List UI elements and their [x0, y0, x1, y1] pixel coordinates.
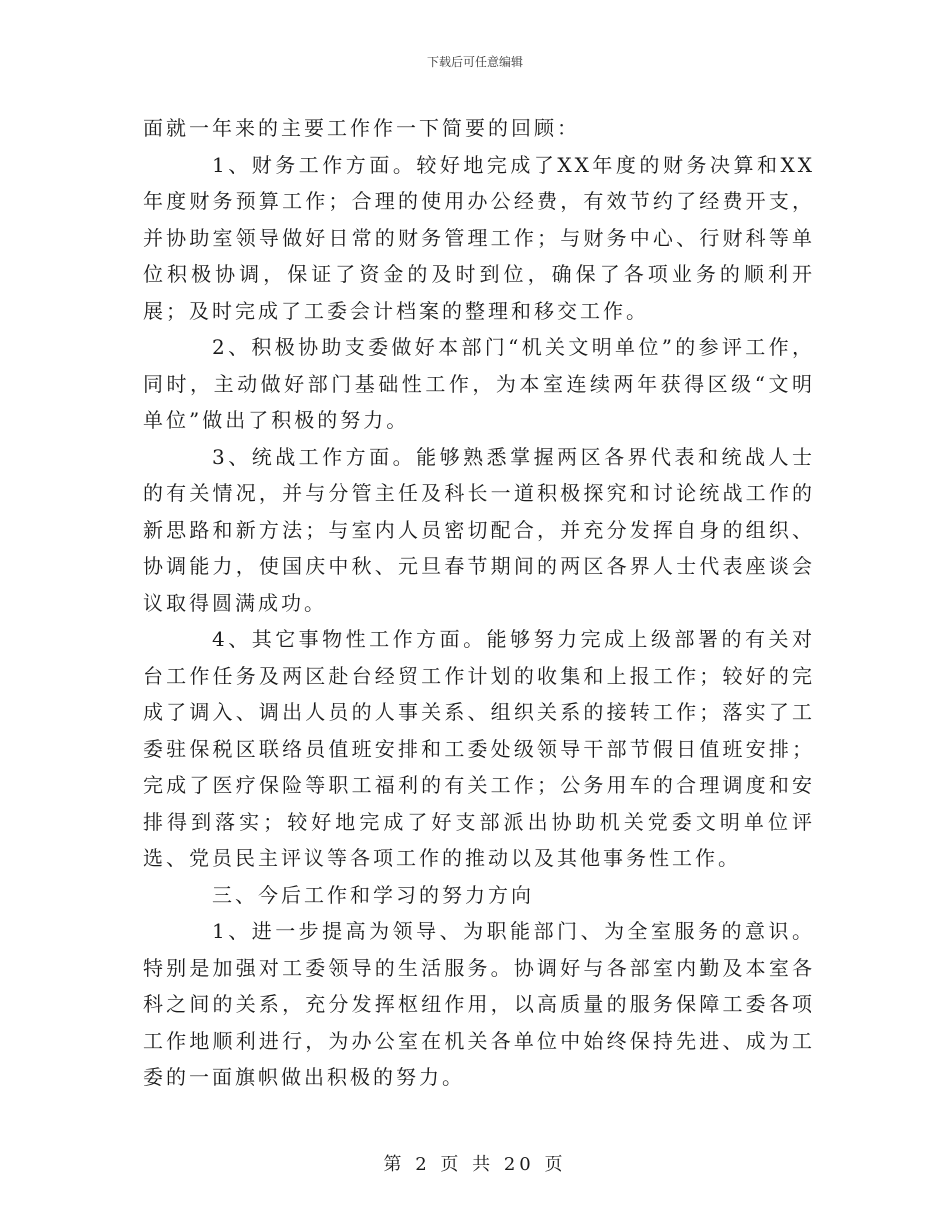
paragraph-intro-continuation: 面就一年来的主要工作作一下简要的回顾：: [143, 116, 580, 140]
document-body: [143, 110, 815, 1096]
paragraph-finance-work: 1、财务工作方面。较好地完成了XX年度的财务决算和XX年度财务预算工作；合理的使用办公经费，有效节约了经费开支，并协助室领导做好日常的财务管理工作；与财务中心、行财科等单位积极协调，保证了资金的及时到位，确保了各项业务的顺利开展；及时完成了工委会计档案的整理和移交工作。: [143, 152, 815, 323]
paragraph-united-front: 3、统战工作方面。能够熟悉掌握两区各界代表和统战人士的有关情况，并与分管主任及科长一道积极探究和讨论统战工作的新思路和新方法；与室内人员密切配合，并充分发挥自身的组织、协调能力，使国庆中秋、元旦春节期间的两区各界人士代表座谈会议取得圆满成功。: [143, 444, 815, 615]
page-number-footer: 第 2 页 共 20 页: [383, 1154, 567, 1175]
paragraph-service-awareness: 1、进一步提高为领导、为职能部门、为全室服务的意识。特别是加强对工委领导的生活服务。协调好与各部室内勤及本室各科之间的关系，充分发挥枢纽作用，以高质量的服务保障工委各项工作地顺利进行，为办公室在机关各单位中始终保持先进、成为工委的一面旗帜做出积极的努力。: [143, 919, 815, 1089]
page-header: 下载后可任意编辑: [426, 55, 523, 69]
paragraph-civilized-unit: 2、积极协助支委做好本部门“机关文明单位”的参评工作，同时，主动做好部门基础性工作，为本室连续两年获得区级“文明单位”做出了积极的努力。: [143, 335, 815, 432]
paragraph-other-affairs: 4、其它事物性工作方面。能够努力完成上级部署的有关对台工作任务及两区赴台经贸工作计划的收集和上报工作；较好的完成了调入、调出人员的人事关系、组织关系的接转工作；落实了工委驻保税区联络员值班安排和工委处级领导干部节假日值班安排；完成了医疗保险等职工福利的有关工作；公务用车的合理调度和安排得到落实；较好地完成了好支部派出协助机关党委文明单位评选、党员民主评议等各项工作的推动以及其他事务性工作。: [143, 627, 815, 870]
section-heading-future-direction: 三、今后工作和学习的努力方向: [212, 882, 534, 907]
